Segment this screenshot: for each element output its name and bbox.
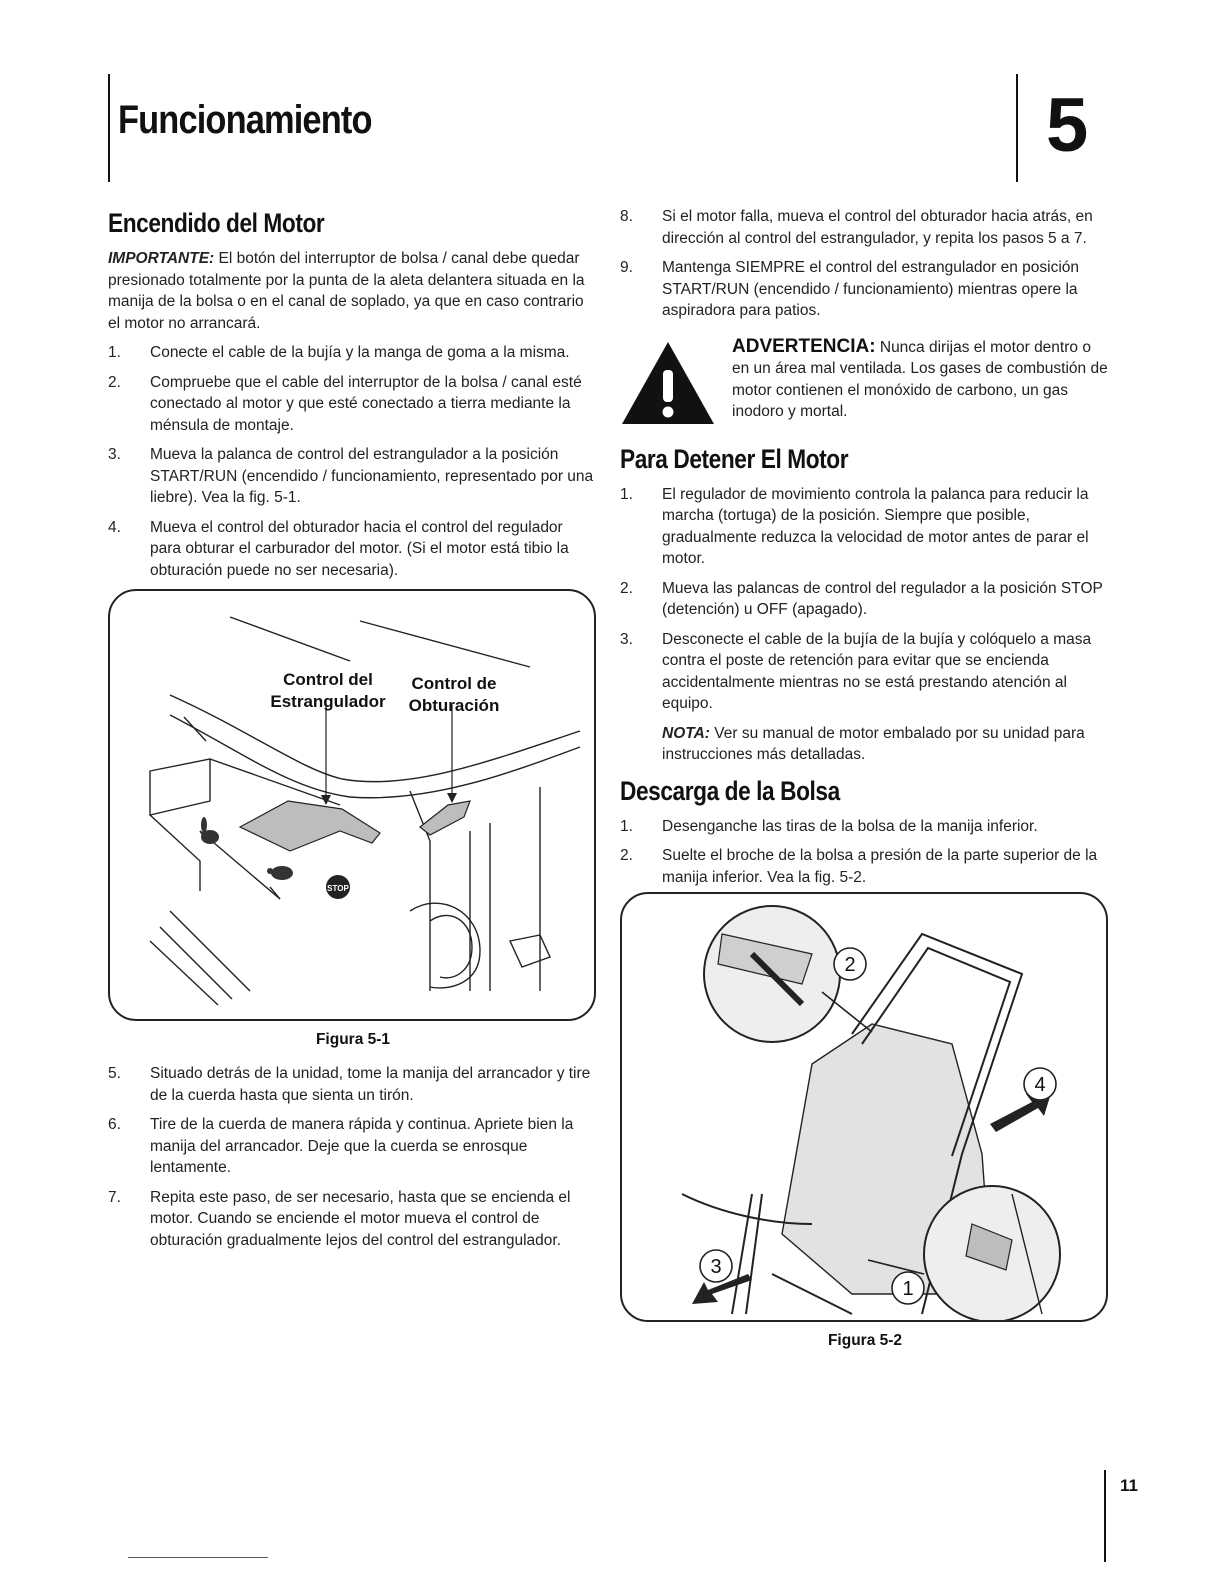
step-number: 2.	[620, 847, 633, 864]
list-item	[620, 578, 1110, 621]
list-item	[108, 444, 598, 509]
step-text: Tire de la cuerda de manera rápida y continua. Apriete bien la manija del arrancador. Deje que la cuerda se enrosque lentamente.	[150, 1116, 574, 1176]
step-number: 1.	[108, 344, 121, 361]
list-item	[108, 1187, 598, 1252]
step-text: Desenganche las tiras de la bolsa de la manija inferior.	[662, 817, 1038, 835]
list-item	[620, 257, 1110, 322]
footer-rule	[1104, 1470, 1106, 1562]
section-heading-stop-engine: Para Detener El Motor	[620, 443, 849, 474]
step-text: Mueva las palancas de control del regulador a la posición STOP (detención) u OFF (apagado).	[662, 579, 1103, 618]
start-steps-list-c	[620, 206, 1110, 322]
step-text: Mueva la palanca de control del estrangulador a la posición START/RUN (encendido / funcionamiento, representado por una liebre). Vea la fig. 5-1.	[150, 446, 594, 506]
important-text: El botón del interruptor de bolsa / canal debe quedar presionado totalmente por la punta de la aleta delantera situada en la manija de la bolsa o en el canal de soplado, ya que en caso contrario el motor no arrancará.	[108, 250, 585, 332]
step-text: Situado detrás de la unidad, tome la manija del arrancador y tire de la cuerda hasta que sienta un tirón.	[150, 1065, 591, 1104]
start-steps-list-b	[108, 1063, 598, 1251]
fig1-label-throttle-line2: Estrangulador	[270, 692, 386, 711]
list-item	[108, 1063, 598, 1106]
left-column	[108, 206, 598, 1259]
list-item	[620, 484, 1110, 570]
figure-5-2-caption: Figura 5-2	[827, 1332, 903, 1349]
engine-controls-drawing	[110, 591, 594, 1019]
step-number: 1.	[620, 817, 633, 835]
step-number: 1.	[620, 485, 633, 503]
callout-3	[700, 1250, 732, 1282]
warning-text	[732, 336, 1110, 423]
list-item	[108, 372, 598, 437]
fig1-label-throttle-line1: Control del	[283, 670, 373, 689]
section-heading-bag-discharge: Descarga de la Bolsa	[620, 775, 840, 806]
chapter-number: 5	[1046, 83, 1089, 168]
callout-1	[892, 1272, 924, 1304]
figure-5-2-illustration	[620, 892, 1108, 1322]
step-number: 2.	[108, 373, 121, 391]
step-number: 3.	[108, 446, 121, 463]
list-item	[620, 845, 1110, 888]
right-column	[620, 206, 1110, 1364]
stop-symbol-label: STOP	[327, 884, 349, 893]
fig1-label-choke-line2: Obturación	[408, 696, 500, 715]
rabbit-icon	[201, 817, 219, 844]
warning-body: Nunca dirijas el motor dentro o en un área mal ventilada. Los gases de combustión de motor contienen el monóxido de carbono, un gas inodoro y mortal.	[732, 338, 1108, 420]
step-number: 3.	[620, 630, 633, 648]
step-number: 7.	[108, 1188, 121, 1206]
figure-5-1-caption: Figura 5-1	[315, 1031, 391, 1048]
turtle-icon	[267, 866, 293, 880]
fig1-label-choke-line1: Control de	[411, 674, 497, 693]
step-number: 2.	[620, 579, 633, 597]
note-paragraph	[620, 723, 1110, 766]
step-number: 8.	[620, 208, 633, 225]
callout-4	[1024, 1068, 1056, 1100]
callout-3-label: 3	[710, 1256, 722, 1278]
step-text: Mueva el control del obturador hacia el control del regulador para obturar el carburador del motor. (Si el motor está tibio la obturación puede no ser necesaria).	[150, 518, 569, 579]
list-item	[108, 342, 598, 364]
note-text: Ver su manual de motor embalado por su unidad para instrucciones más detalladas.	[662, 724, 1085, 763]
warning-triangle-icon	[620, 340, 716, 426]
step-text: Si el motor falla, mueva el control del obturador hacia atrás, en dirección al control del estrangulador, y repita los pasos 5 a 7.	[662, 208, 1093, 247]
step-text: El regulador de movimiento controla la palanca para reducir la marcha (tortuga) de la posición. Siempre que posible, gradualmente reduzca la velocidad de motor antes de parar el motor.	[662, 485, 1089, 567]
page-number: 11	[1120, 1476, 1138, 1495]
callout-2-label: 2	[844, 954, 856, 976]
figure-5-1-illustration	[108, 589, 596, 1021]
step-text: Desconecte el cable de la bujía de la bujía y colóquelo a masa contra el poste de retención para evitar que se encienda accidentalmente mientras no se está prestando atención al equipo.	[662, 630, 1092, 712]
footer-link-underline	[128, 1557, 268, 1558]
list-item	[620, 629, 1110, 715]
warning-title: ADVERTENCIA:	[732, 335, 876, 357]
step-number: 9.	[620, 259, 633, 276]
important-label: IMPORTANTE:	[108, 250, 215, 267]
bag-removal-drawing	[622, 894, 1106, 1320]
step-number: 5.	[108, 1065, 121, 1082]
stop-icon	[326, 875, 350, 899]
step-text: Mantenga SIEMPRE el control del estrangulador en posición START/RUN (encendido / funcionamiento) mientras opere la aspiradora para patios.	[662, 259, 1080, 319]
note-label: NOTA:	[662, 724, 710, 742]
header-left-rule	[108, 74, 110, 182]
list-item	[108, 517, 598, 582]
step-number: 6.	[108, 1116, 121, 1133]
callout-1-label: 1	[902, 1278, 914, 1300]
callout-4-label: 4	[1034, 1074, 1046, 1096]
step-text: Suelte el broche de la bolsa a presión de la parte superior de la manija inferior. Vea la fig. 5-2.	[662, 847, 1098, 886]
start-steps-list-a	[108, 342, 598, 581]
header-right-rule	[1016, 74, 1018, 182]
list-item	[620, 206, 1110, 249]
bag-steps-list	[620, 816, 1110, 889]
page-title: Funcionamiento	[118, 98, 372, 142]
list-item	[620, 816, 1110, 838]
important-paragraph	[108, 248, 598, 334]
warning-block	[620, 336, 1110, 432]
section-heading-start-engine: Encendido del Motor	[108, 208, 325, 238]
step-text: Conecte el cable de la bujía y la manga de goma a la misma.	[150, 344, 570, 361]
callout-2	[834, 948, 866, 980]
step-number: 4.	[108, 518, 121, 536]
stop-steps-list	[620, 484, 1110, 715]
step-text: Compruebe que el cable del interruptor de la bolsa / canal esté conectado al motor y que esté conectado a tierra mediante la ménsula de montaje.	[150, 373, 582, 434]
step-text: Repita este paso, de ser necesario, hasta que se encienda el motor. Cuando se enciende el motor mueva el control de obturación gradualmente lejos del control del estrangulador.	[150, 1188, 571, 1249]
list-item	[108, 1114, 598, 1179]
